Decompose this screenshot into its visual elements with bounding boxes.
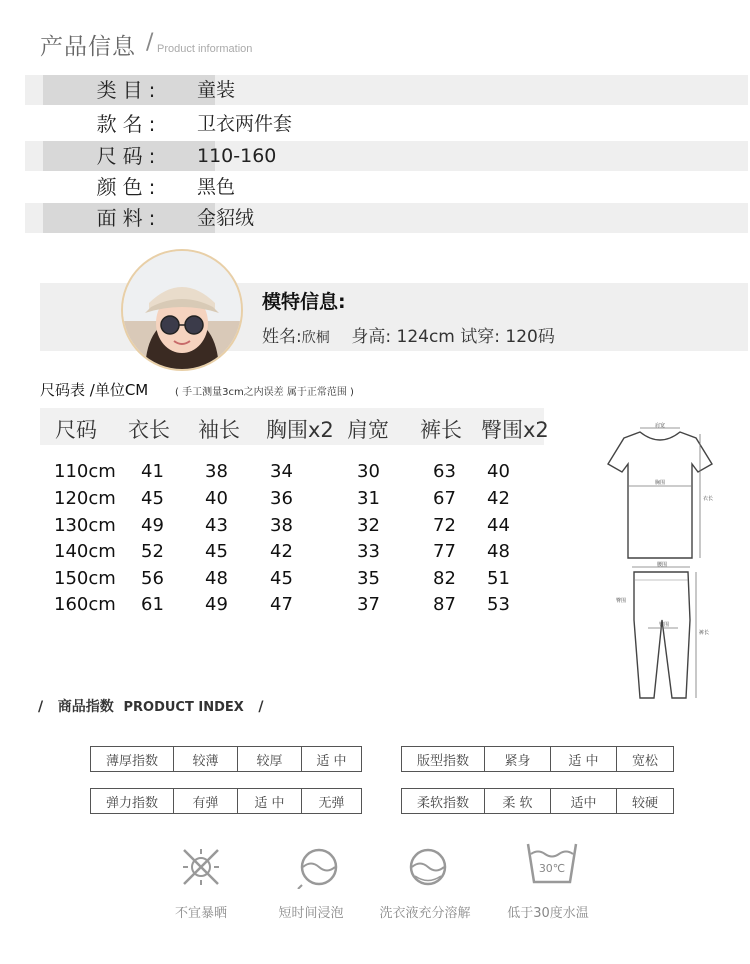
col-header-shoulder: 肩宽 (347, 418, 389, 442)
size-cell: 120cm (54, 488, 116, 509)
size-cell: 42 (487, 488, 510, 509)
index-option: 柔 软 (485, 789, 551, 814)
size-cell: 61 (141, 594, 164, 615)
index-label: 薄厚指数 (91, 747, 174, 772)
size-cell: 43 (205, 515, 228, 536)
index-option-selected: 适 中 (238, 789, 302, 814)
shoulder-label: 肩宽 (654, 423, 666, 429)
index-option: 宽松 (617, 747, 674, 772)
model-tryon-size: 120码 (505, 327, 555, 347)
fit-index (401, 746, 674, 772)
index-option: 有弹 (174, 789, 238, 814)
elasticity-index (90, 788, 362, 814)
info-value: 黑色 (197, 176, 236, 198)
size-cell: 33 (357, 541, 380, 562)
size-cell: 38 (270, 515, 293, 536)
size-cell: 32 (357, 515, 380, 536)
size-cell: 40 (205, 488, 228, 509)
tshirt-outline (608, 432, 712, 558)
model-info-title: 模特信息: (262, 291, 346, 313)
col-header-size: 尺码 (55, 418, 97, 442)
size-cell: 47 (270, 594, 293, 615)
size-cell: 56 (141, 568, 164, 589)
model-avatar (121, 249, 243, 371)
model-name: 欣桐 (301, 330, 330, 346)
hip-label: 臀围 (658, 622, 670, 628)
size-cell: 160cm (54, 594, 116, 615)
chest-label: 胸围 (654, 480, 666, 486)
size-cell: 44 (487, 515, 510, 536)
size-cell: 45 (141, 488, 164, 509)
size-cell: 42 (270, 541, 293, 562)
info-label: 类目: (43, 75, 215, 105)
size-cell: 38 (205, 461, 228, 482)
thickness-index (90, 746, 362, 772)
size-cell: 48 (205, 568, 228, 589)
info-value: 卫衣两件套 (197, 113, 293, 135)
size-cell: 77 (433, 541, 456, 562)
col-header-pants-length: 裤长 (420, 418, 462, 442)
index-option: 较薄 (174, 747, 238, 772)
index-option: 紧身 (485, 747, 551, 772)
size-chart-note: ( 手工测量3cm之内误差 属于正常范围 ) (175, 387, 354, 398)
size-cell: 31 (357, 488, 380, 509)
waist-label: 腰围 (656, 562, 668, 568)
index-option: 无弹 (302, 789, 362, 814)
title-slash: / (38, 699, 44, 715)
info-label: 尺码: (43, 141, 215, 171)
size-cell: 45 (205, 541, 228, 562)
col-header-chest: 胸围x2 (266, 418, 334, 442)
size-cell: 36 (270, 488, 293, 509)
title-slash: / (258, 699, 264, 715)
size-chart-title: 尺码表 /单位CM (40, 381, 149, 399)
tryon-label: 试穿: (460, 327, 500, 347)
size-cell: 40 (487, 461, 510, 482)
hip-side-label: 臀围 (616, 598, 627, 604)
size-cell: 49 (205, 594, 228, 615)
care-label-detergent: 洗衣液充分溶解 (379, 906, 471, 921)
col-header-hip: 臀围x2 (481, 418, 549, 442)
size-cell: 67 (433, 488, 456, 509)
col-header-sleeve: 袖长 (198, 418, 240, 442)
softness-index (401, 788, 674, 814)
info-label: 颜色: (96, 175, 162, 199)
pants-length-label: 裤长 (699, 630, 710, 636)
info-row-fabric (25, 203, 748, 233)
title-separator: / (146, 30, 154, 55)
index-label: 版型指数 (402, 747, 485, 772)
detergent-icon (403, 845, 453, 889)
product-index-title-cn: 商品指数 (57, 699, 114, 715)
size-cell: 41 (141, 461, 164, 482)
index-option: 较硬 (617, 789, 674, 814)
info-value: 童装 (197, 79, 236, 101)
size-cell: 87 (433, 594, 456, 615)
size-cell: 34 (270, 461, 293, 482)
care-label-no-sun: 不宜暴晒 (174, 906, 227, 921)
size-cell: 48 (487, 541, 510, 562)
info-row-category (25, 75, 748, 105)
size-cell: 52 (141, 541, 164, 562)
index-option-selected: 适 中 (551, 747, 617, 772)
short-soak-icon (294, 845, 344, 889)
wash-30-icon (524, 838, 580, 888)
size-cell: 51 (487, 568, 510, 589)
info-value: 110-160 (197, 145, 277, 167)
section-subtitle: Product information (157, 43, 253, 55)
size-cell: 35 (357, 568, 380, 589)
col-header-length: 衣长 (128, 418, 170, 442)
pants-outline (634, 572, 690, 698)
care-label-wash-temp: 低于30度水温 (507, 906, 589, 921)
wash-temp-label: 30℃ (538, 862, 566, 875)
size-cell: 82 (433, 568, 456, 589)
model-photo (123, 251, 241, 369)
size-cell: 45 (270, 568, 293, 589)
index-label: 柔软指数 (402, 789, 485, 814)
no-sun-icon (176, 845, 226, 889)
size-cell: 72 (433, 515, 456, 536)
index-label: 弹力指数 (91, 789, 174, 814)
info-row-size (25, 141, 748, 171)
size-cell: 150cm (54, 568, 116, 589)
size-cell: 30 (357, 461, 380, 482)
model-height: 124cm (396, 327, 455, 347)
info-row-style-name (25, 109, 748, 139)
product-index-title (38, 696, 264, 716)
size-cell: 110cm (54, 461, 116, 482)
size-cell: 49 (141, 515, 164, 536)
info-label: 款名: (96, 112, 162, 136)
model-details (262, 322, 555, 347)
info-row-color (25, 172, 748, 202)
index-option: 较厚 (238, 747, 302, 772)
size-cell: 53 (487, 594, 510, 615)
section-title: 产品信息 (40, 34, 136, 60)
size-cell: 130cm (54, 515, 116, 536)
care-label-short-soak: 短时间浸泡 (278, 906, 344, 921)
length-label: 衣长 (703, 496, 714, 502)
index-option-selected: 适 中 (302, 747, 362, 772)
size-cell: 37 (357, 594, 380, 615)
product-index-title-en: PRODUCT INDEX (123, 700, 244, 715)
size-cell: 63 (433, 461, 456, 482)
info-value: 金貂绒 (197, 207, 255, 229)
garment-measurement-diagram (582, 420, 742, 710)
index-option-selected: 适中 (551, 789, 617, 814)
size-cell: 140cm (54, 541, 116, 562)
height-label: 身高: (351, 327, 392, 347)
name-label: 姓名: (262, 327, 302, 347)
info-label: 面料: (43, 203, 215, 233)
